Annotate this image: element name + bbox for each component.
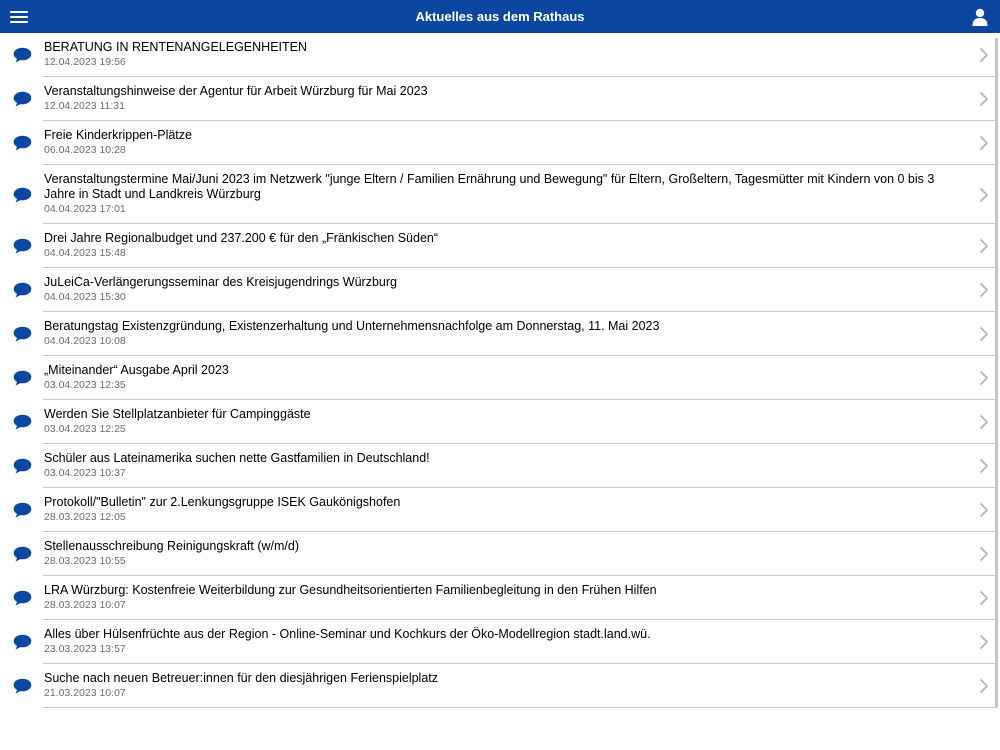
chevron-right-icon [979, 678, 989, 694]
news-item-text [44, 231, 969, 260]
news-item-title: Suche nach neuen Betreuer:innen für den diesjährigen Ferienspielplatz [44, 671, 439, 685]
news-item-text [44, 84, 969, 113]
chevron-right-icon [979, 326, 989, 342]
news-list-item[interactable] [0, 664, 1000, 708]
page-title: Aktuelles aus dem Rathaus [415, 9, 585, 24]
news-item-date: 04.04.2023 17:01 [44, 203, 126, 215]
news-item-text [44, 275, 969, 304]
speech-bubble-icon [13, 326, 32, 342]
news-list-item[interactable] [0, 488, 1000, 532]
speech-bubble-icon [13, 502, 32, 518]
news-item-date: 21.03.2023 10:07 [44, 687, 126, 699]
news-item-text [44, 451, 969, 480]
chevron-right-icon [979, 91, 989, 107]
news-item-title: Protokoll/"Bulletin" zur 2.Lenkungsgruppe ISEK Gaukönigshofen [44, 495, 401, 509]
news-list-item[interactable] [0, 33, 1000, 77]
news-item-text [44, 495, 969, 524]
news-item-date: 04.04.2023 15:48 [44, 247, 126, 259]
chevron-right-icon [979, 47, 989, 63]
speech-bubble-icon [13, 634, 32, 650]
chevron-right-icon [979, 187, 989, 203]
news-list-item[interactable] [0, 268, 1000, 312]
news-item-date: 03.04.2023 12:25 [44, 423, 126, 435]
news-item-date: 12.04.2023 11:31 [44, 100, 125, 112]
news-item-title: Schüler aus Lateinamerika suchen nette Gastfamilien in Deutschland! [44, 451, 430, 465]
news-item-text [44, 671, 969, 700]
news-item-date: 03.04.2023 10:37 [44, 467, 126, 479]
news-item-title: Stellenausschreibung Reinigungskraft (w/m/d) [44, 539, 299, 553]
chevron-right-icon [979, 590, 989, 606]
news-item-title: JuLeiCa-Verlängerungsseminar des Kreisjugendrings Würzburg [44, 275, 397, 289]
news-item-text [44, 40, 969, 69]
news-item-text [44, 363, 969, 392]
speech-bubble-icon [13, 546, 32, 562]
scrollbar[interactable] [995, 38, 998, 708]
chevron-right-icon [979, 414, 989, 430]
speech-bubble-icon [13, 370, 32, 386]
news-list-item[interactable] [0, 121, 1000, 165]
news-item-text [44, 128, 969, 157]
news-item-date: 04.04.2023 10:08 [44, 335, 126, 347]
news-list-item[interactable] [0, 444, 1000, 488]
speech-bubble-icon [13, 238, 32, 254]
news-item-text [44, 583, 969, 612]
news-item-title: Drei Jahre Regionalbudget und 237.200 € für den „Fränkischen Süden“ [44, 231, 439, 245]
news-list-item[interactable] [0, 356, 1000, 400]
news-list-item[interactable] [0, 224, 1000, 268]
speech-bubble-icon [13, 282, 32, 298]
row-divider [43, 707, 996, 708]
news-list [0, 33, 1000, 708]
news-item-date: 03.04.2023 12:35 [44, 379, 126, 391]
news-item-text [44, 539, 969, 568]
user-icon[interactable] [970, 7, 990, 27]
speech-bubble-icon [13, 458, 32, 474]
chevron-right-icon [979, 546, 989, 562]
news-item-date: 28.03.2023 10:07 [44, 599, 126, 611]
news-item-title: LRA Würzburg: Kostenfreie Weiterbildung zur Gesundheitsorientierten Familienbegleitung in den Frühen Hilfen [44, 583, 657, 597]
news-item-title: Beratungstag Existenzgründung, Existenzerhaltung und Unternehmensnachfolge am Donnerstag, 11. Mai 2023 [44, 319, 660, 333]
news-list-item[interactable] [0, 532, 1000, 576]
news-item-date: 28.03.2023 12:05 [44, 511, 126, 523]
news-item-text [44, 172, 969, 216]
news-item-text [44, 627, 969, 656]
chevron-right-icon [979, 238, 989, 254]
speech-bubble-icon [13, 678, 32, 694]
news-item-text [44, 319, 969, 348]
speech-bubble-icon [13, 135, 32, 151]
chevron-right-icon [979, 634, 989, 650]
news-item-title: BERATUNG IN RENTENANGELEGENHEITEN [44, 40, 308, 54]
news-item-date: 23.03.2023 13:57 [44, 643, 126, 655]
speech-bubble-icon [13, 187, 32, 203]
news-list-item[interactable] [0, 312, 1000, 356]
news-item-title: Freie Kinderkrippen-Plätze [44, 128, 192, 142]
news-item-date: 04.04.2023 15:30 [44, 291, 126, 303]
news-list-item[interactable] [0, 576, 1000, 620]
speech-bubble-icon [13, 47, 32, 63]
news-list-item[interactable] [0, 620, 1000, 664]
news-item-date: 28.03.2023 10:55 [44, 555, 126, 567]
chevron-right-icon [979, 282, 989, 298]
news-item-title: Veranstaltungstermine Mai/Juni 2023 im Netzwerk "junge Eltern / Familien Ernährung und Bewegung" für Eltern, Großeltern, Tagesmütter mit Kindern von 0 bis 3 Jahre in Stadt und Landkreis Würzburg [44, 172, 935, 201]
speech-bubble-icon [13, 414, 32, 430]
news-item-date: 12.04.2023 19:56 [44, 56, 126, 68]
news-list-item[interactable] [0, 77, 1000, 121]
news-item-title: Werden Sie Stellplatzanbieter für Campinggäste [44, 407, 311, 421]
news-list-item[interactable] [0, 400, 1000, 444]
hamburger-menu-icon[interactable] [8, 8, 32, 26]
chevron-right-icon [979, 135, 989, 151]
news-item-text [44, 407, 969, 436]
top-navigation-bar [0, 0, 1000, 33]
news-item-title: „Miteinander“ Ausgabe April 2023 [44, 363, 229, 377]
news-item-title: Alles über Hülsenfrüchte aus der Region - Online-Seminar und Kochkurs der Öko-Modellregion stadt.land.wü. [44, 627, 651, 641]
chevron-right-icon [979, 370, 989, 386]
chevron-right-icon [979, 458, 989, 474]
chevron-right-icon [979, 502, 989, 518]
news-list-item[interactable] [0, 165, 1000, 224]
speech-bubble-icon [13, 590, 32, 606]
speech-bubble-icon [13, 91, 32, 107]
news-item-date: 06.04.2023 10:28 [44, 144, 126, 156]
news-item-title: Veranstaltungshinweise der Agentur für Arbeit Würzburg für Mai 2023 [44, 84, 428, 98]
